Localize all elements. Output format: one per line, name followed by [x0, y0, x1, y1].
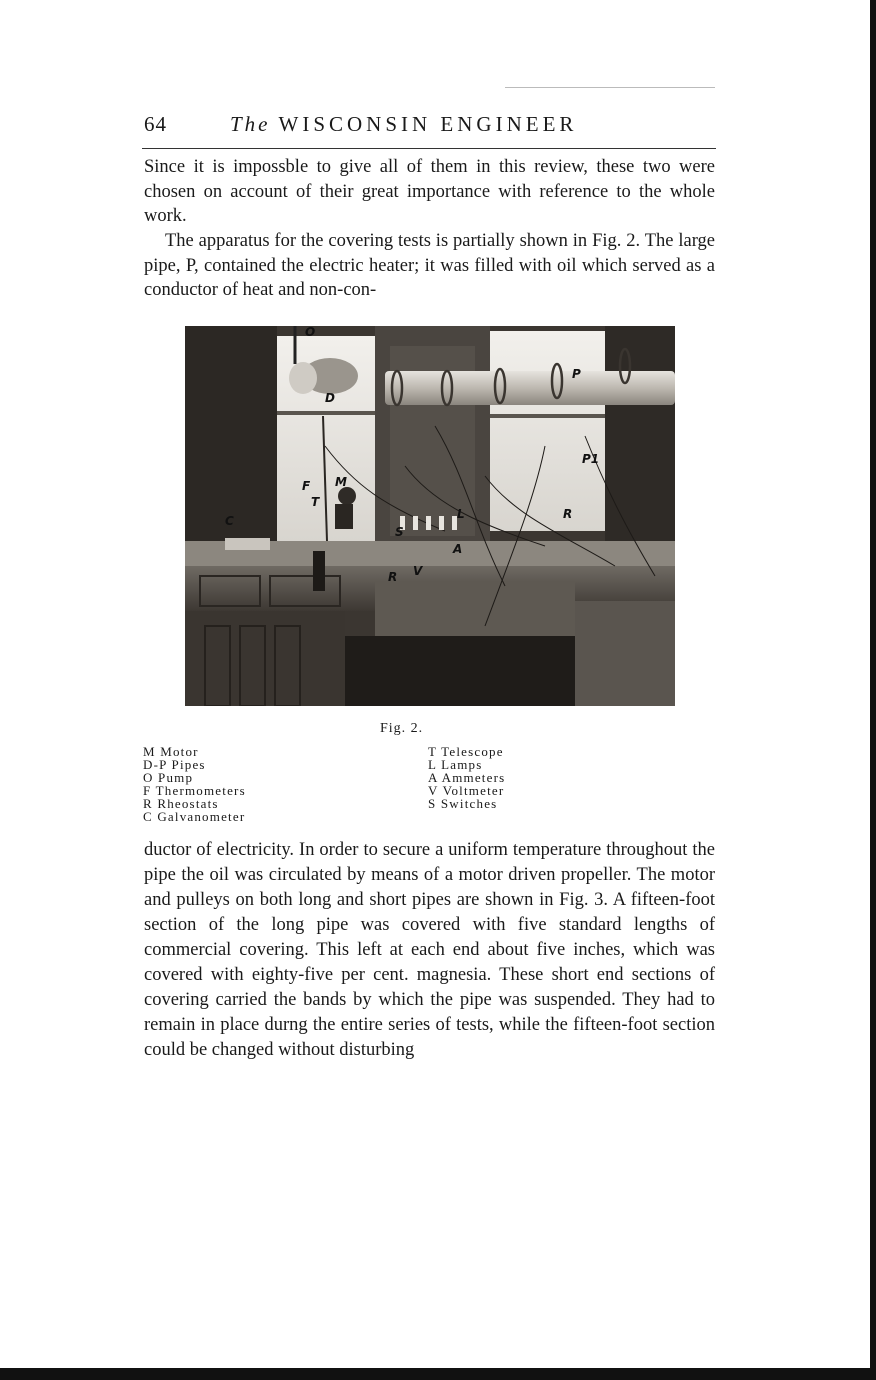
legend-item: S Switches — [428, 795, 498, 811]
legend-item: V Voltmeter — [428, 782, 505, 798]
paragraph-2: The apparatus for the covering tests is partially shown in Fig. 2. The large pipe, P, contained the electric heater; it was filled with oil which served as a conductor of heat and non-con- — [144, 231, 715, 301]
photo-label-s: S — [395, 525, 404, 539]
paragraph-1: Since it is impossble to give all of them in this review, these two were chosen on account of their great importance with reference to the whole work. — [144, 157, 715, 227]
page-number: 64 — [144, 112, 167, 136]
photo-label-f: F — [302, 479, 311, 493]
legend-item: O Pump — [143, 769, 194, 785]
legend-item: T Telescope — [428, 744, 504, 759]
photo-label-r2: R — [388, 570, 398, 584]
motor-m — [338, 487, 356, 505]
figure-caption: Fig. 2. — [380, 721, 424, 736]
photo-label-p1: P1 — [582, 452, 600, 466]
journal-name: WISCONSIN ENGINEER — [278, 112, 578, 136]
side-table — [575, 601, 675, 706]
legend-item: L Lamps — [428, 756, 483, 772]
paragraph-3: ductor of electricity. In order to secure a uniform temperature throughout the pipe the oil was circulated by means of a motor driven propeller. The motor and pulleys on both long and short pipes are shown in Fig. 3. A fifteen-foot section of the long pipe was covered with five standard lengths of commercial covering. This left at each end about five inches, which was covered with eighty-five per cent. magnesia. These short end sections of covering carried the bands by which the pipe was suspended. They had to remain in place durng the entire series of tests, while the fifteen-foot section could be changed without disturbing — [144, 840, 715, 1060]
legend-item: R Rheostats — [143, 795, 219, 811]
figure-photo — [185, 326, 675, 706]
header-rule — [142, 148, 716, 149]
legend-item: D-P Pipes — [143, 756, 206, 772]
photo-label-v: V — [413, 564, 423, 578]
journal-title — [230, 112, 577, 137]
legend-item: C Galvanometer — [143, 808, 246, 824]
legend-item: A Ammeters — [428, 769, 506, 785]
apparatus-photo-illustration — [185, 326, 675, 706]
top-faint-rule — [505, 87, 715, 88]
photo-label-r: R — [563, 507, 573, 521]
clamp — [313, 551, 325, 591]
drawer-unit — [375, 581, 575, 636]
scan-edge-bottom — [0, 1368, 876, 1380]
journal-the: The — [230, 112, 271, 136]
photo-label-a: A — [453, 542, 463, 556]
window-right — [490, 331, 605, 531]
legend-item: M Motor — [143, 744, 199, 759]
figure-legend-left — [143, 746, 246, 823]
photo-label-c: C — [225, 514, 234, 528]
scan-edge-right — [870, 0, 876, 1380]
large-pipe-p — [385, 371, 675, 405]
photo-label-l: L — [457, 507, 465, 521]
photo-label-o: O — [305, 326, 316, 339]
legend-item: F Thermometers — [143, 782, 246, 798]
figure-legend-right — [428, 746, 505, 811]
photo-label-d: D — [325, 391, 335, 405]
photo-label-p: P — [572, 367, 581, 381]
photo-label-t: T — [311, 495, 320, 509]
shadow-under-bench — [345, 636, 575, 706]
photo-label-m: M — [335, 475, 347, 489]
running-head — [142, 112, 717, 142]
